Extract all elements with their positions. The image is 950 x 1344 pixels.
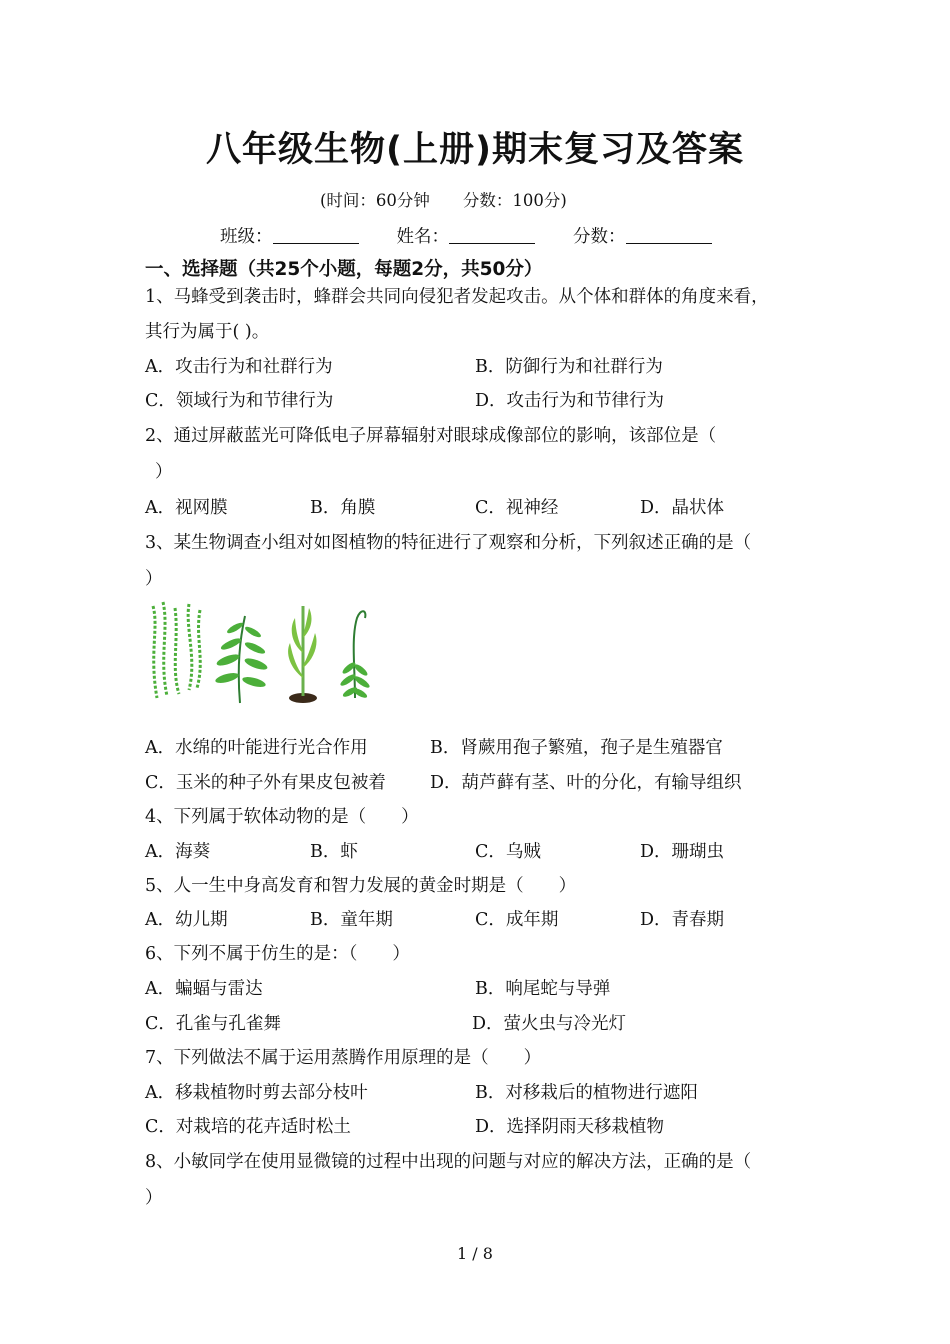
score-label: 分数： bbox=[573, 227, 626, 247]
question-2-stem: 2、通过屏蔽蓝光可降低电子屏幕辐射对眼球成像部位的影响，该部位是（ bbox=[145, 426, 717, 446]
question-5-option-d: D．青春期 bbox=[640, 910, 725, 930]
question-6-option-a: A．蝙蝠与雷达 bbox=[145, 979, 263, 999]
question-1-option-a: A．攻击行为和社群行为 bbox=[145, 357, 333, 377]
question-6-option-c: C．孔雀与孔雀舞 bbox=[145, 1014, 281, 1034]
question-4-option-a: A．海葵 bbox=[145, 842, 211, 862]
question-7-option-b: B．对移栽后的植物进行遮阳 bbox=[475, 1083, 698, 1103]
question-8-stem-cont: ） bbox=[145, 1188, 163, 1208]
question-1-option-c: C．领域行为和节律行为 bbox=[145, 391, 334, 411]
question-3-option-a: A．水绵的叶能进行光合作用 bbox=[145, 738, 368, 758]
class-label: 班级： bbox=[220, 227, 273, 247]
class-blank[interactable] bbox=[273, 227, 359, 244]
question-3-stem: 3、某生物调查小组对如图植物的特征进行了观察和分析，下列叙述正确的是（ bbox=[145, 533, 752, 553]
spirogyra-illustration bbox=[153, 602, 200, 698]
question-1-option-d: D．攻击行为和节律行为 bbox=[475, 391, 665, 411]
question-7-stem: 7、下列做法不属于运用蒸腾作用原理的是（ ） bbox=[145, 1048, 542, 1068]
question-2-option-d: D．晶状体 bbox=[640, 498, 725, 518]
student-info-row bbox=[220, 225, 712, 249]
question-5-option-b: B．童年期 bbox=[310, 910, 393, 930]
question-8-stem: 8、小敏同学在使用显微镜的过程中出现的问题与对应的解决方法，正确的是（ bbox=[145, 1152, 752, 1172]
moss-illustration bbox=[339, 611, 371, 699]
question-5-option-a: A．幼儿期 bbox=[145, 910, 228, 930]
question-5-stem: 5、人一生中身高发育和智力发展的黄金时期是（ ） bbox=[145, 876, 577, 896]
question-1-stem: 1、马蜂受到袭击时，蜂群会共同向侵犯者发起攻击。从个体和群体的角度来看， bbox=[145, 287, 769, 307]
question-7-option-d: D．选择阴雨天移栽植物 bbox=[475, 1117, 665, 1137]
question-2-option-b: B．角膜 bbox=[310, 498, 376, 518]
question-7-option-c: C．对栽培的花卉适时松土 bbox=[145, 1117, 351, 1137]
question-3-option-b: B．肾蕨用孢子繁殖，孢子是生殖器官 bbox=[430, 738, 723, 758]
question-7-option-a: A．移栽植物时剪去部分枝叶 bbox=[145, 1083, 368, 1103]
question-2-option-a: A．视网膜 bbox=[145, 498, 228, 518]
question-3-option-d: D．葫芦藓有茎、叶的分化，有输导组织 bbox=[430, 773, 742, 793]
exam-meta: (时间：60分钟 分数：100分) bbox=[320, 191, 567, 210]
score-blank[interactable] bbox=[626, 227, 712, 244]
question-3-option-c: C．玉米的种子外有果皮包被着 bbox=[145, 773, 386, 793]
question-4-stem: 4、下列属于软体动物的是（ ） bbox=[145, 807, 419, 827]
section-heading: 一、选择题（共25个小题，每题2分，共50分） bbox=[145, 259, 543, 280]
question-1-option-b: B．防御行为和社群行为 bbox=[475, 357, 663, 377]
question-4-option-d: D．珊瑚虫 bbox=[640, 842, 725, 862]
question-2-option-c: C．视神经 bbox=[475, 498, 559, 518]
page-number: 1 / 8 bbox=[457, 1244, 493, 1263]
question-3-stem-cont: ） bbox=[145, 569, 163, 589]
name-blank[interactable] bbox=[449, 227, 535, 244]
question-6-stem: 6、下列不属于仿生的是：（ ） bbox=[145, 944, 410, 964]
page-title: 八年级生物(上册)期末复习及答案 bbox=[206, 130, 744, 170]
question-6-option-b: B．响尾蛇与导弹 bbox=[475, 979, 611, 999]
corn-illustration bbox=[288, 606, 317, 703]
question-2-stem-cont: ） bbox=[155, 462, 173, 482]
question-6-option-d: D．萤火虫与冷光灯 bbox=[472, 1014, 627, 1034]
question-4-option-b: B．虾 bbox=[310, 842, 358, 862]
question-4-option-c: C．乌贼 bbox=[475, 842, 541, 862]
name-label: 姓名： bbox=[396, 227, 449, 247]
question-5-option-c: C．成年期 bbox=[475, 910, 559, 930]
plant-figure bbox=[145, 598, 375, 708]
fern-illustration bbox=[214, 616, 268, 703]
question-1-stem-cont: 其行为属于( )。 bbox=[145, 322, 270, 342]
